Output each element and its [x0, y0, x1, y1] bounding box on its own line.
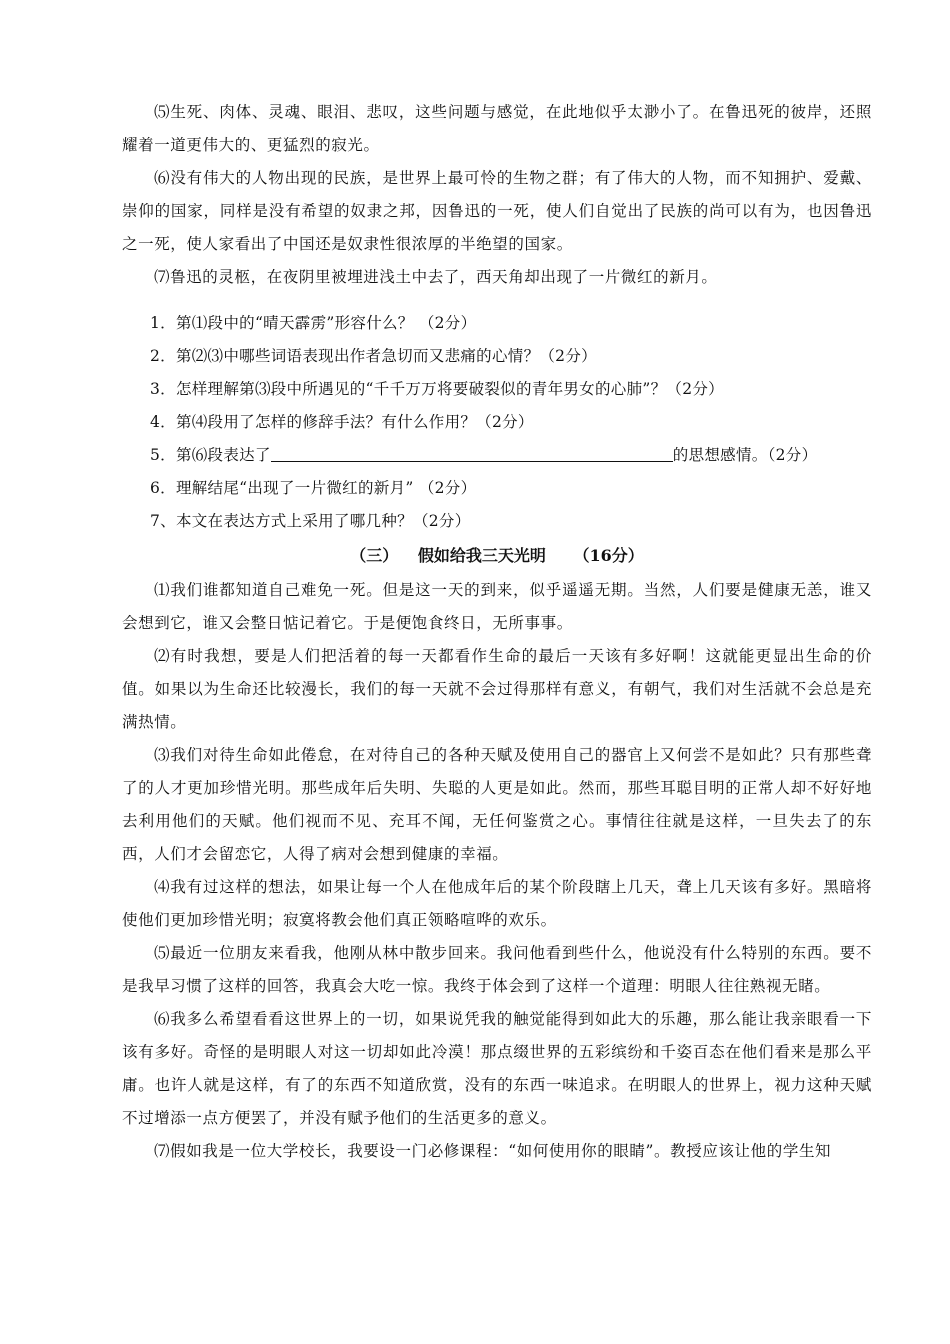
paragraph-3: ⑶我们对待生命如此倦怠，在对待自己的各种天赋及使用自己的器官上又何尝不是如此？只有那些聋了的人才更加珍惜光明。那些成年后失明、失聪的人更是如此。然而，那些耳聪目明的正常人却不好好地去利用他们的天赋。他们视而不见、充耳不闻，无任何鉴赏之心。事情往往就是这样，一旦失去了的东西，人们才会留恋它，人得了病对会想到健康的幸福。 [122, 746, 872, 863]
upper-passage [122, 96, 872, 294]
question-5-prefix: 5．第⑹段表达了 [150, 446, 271, 464]
paragraph-7: ⑺鲁迅的灵柩，在夜阴里被埋进浅土中去了，西天角却出现了一片微红的新月。 [154, 268, 718, 286]
question-4: 4．第⑷段用了怎样的修辞手法？有什么作用？（2分） [150, 413, 534, 431]
paragraph-2: ⑵有时我想，要是人们把活着的每一天都看作生命的最后一天该有多好啊！这就能更显出生命的价值。如果以为生命还比较漫长，我们的每一天就不会过得那样有意义，有朝气，我们对生活就不会总是充满热情。 [122, 647, 872, 731]
paragraph-7b: ⑺假如我是一位大学校长，我要设一门必修课程：“如何使用你的眼睛”。教授应该让他的学生知 [154, 1142, 832, 1160]
question-7: 7、本文在表达方式上采用了哪几种？（2分） [150, 512, 471, 530]
section-score: （16分） [573, 546, 644, 565]
question-list [122, 307, 872, 538]
section-heading [122, 541, 872, 571]
paragraph-5b: ⑸最近一位朋友来看我，他刚从林中散步回来。我问他看到些什么，他说没有什么特别的东西。要不是我早习惯了这样的回答，我真会大吃一惊。我终于体会到了这样一个道理：明眼人往往熟视无睹。 [122, 944, 872, 995]
question-6: 6．理解结尾“出现了一片微红的新月” （2分） [150, 479, 477, 497]
question-2: 2．第⑵⑶中哪些词语表现出作者急切而又悲痛的心情？（2分） [150, 347, 597, 365]
paragraph-4: ⑷我有过这样的想法，如果让每一个人在他成年后的某个阶段瞎上几天，聋上几天该有多好。黑暗将使他们更加珍惜光明；寂寞将教会他们真正领略喧哗的欢乐。 [122, 878, 872, 929]
question-5-suffix: 的思想感情。（2分） [672, 446, 818, 464]
paragraph-6b: ⑹我多么希望看看这世界上的一切，如果说凭我的触觉能得到如此大的乐趣，那么能让我亲眼看一下该有多好。奇怪的是明眼人对这一切却如此冷漠！那点缀世界的五彩缤纷和千姿百态在他们看来是那么平庸。也许人就是这样，有了的东西不知道欣赏，没有的东西一味追求。在明眼人的世界上，视力这种天赋不过增添一点方便罢了，并没有赋予他们的生活更多的意义。 [122, 1010, 872, 1127]
question-1: 1．第⑴段中的“晴天霹雳”形容什么？ （2分） [150, 314, 477, 332]
question-5 [122, 439, 872, 472]
paragraph-5: ⑸生死、肉体、灵魂、眼泪、悲叹，这些问题与感觉，在此地似乎太渺小了。在鲁迅死的彼岸，还照耀着一道更伟大的、更猛烈的寂光。 [122, 103, 872, 154]
question-3: 3．怎样理解第⑶段中所遇见的“千千万万将要破裂似的青年男女的心肺”？（2分） [150, 380, 724, 398]
paragraph-6: ⑹没有伟大的人物出现的民族，是世界上最可怜的生物之群；有了伟大的人物，而不知拥护、爱戴、崇仰的国家，同样是没有希望的奴隶之邦，因鲁迅的一死，使人们自觉出了民族的尚可以有为，也因鲁迅之一死，使人家看出了中国还是奴隶性很浓厚的半绝望的国家。 [122, 169, 872, 253]
section-title: 假如给我三天光明 [417, 546, 546, 565]
answer-blank [271, 443, 673, 462]
section-number: （三） [350, 546, 399, 565]
lower-passage [122, 574, 872, 1168]
paragraph-1: ⑴我们谁都知道自己难免一死。但是这一天的到来，似乎遥遥无期。当然，人们要是健康无恙，谁又会想到它，谁又会整日惦记着它。于是便饱食终日，无所事事。 [122, 581, 872, 632]
